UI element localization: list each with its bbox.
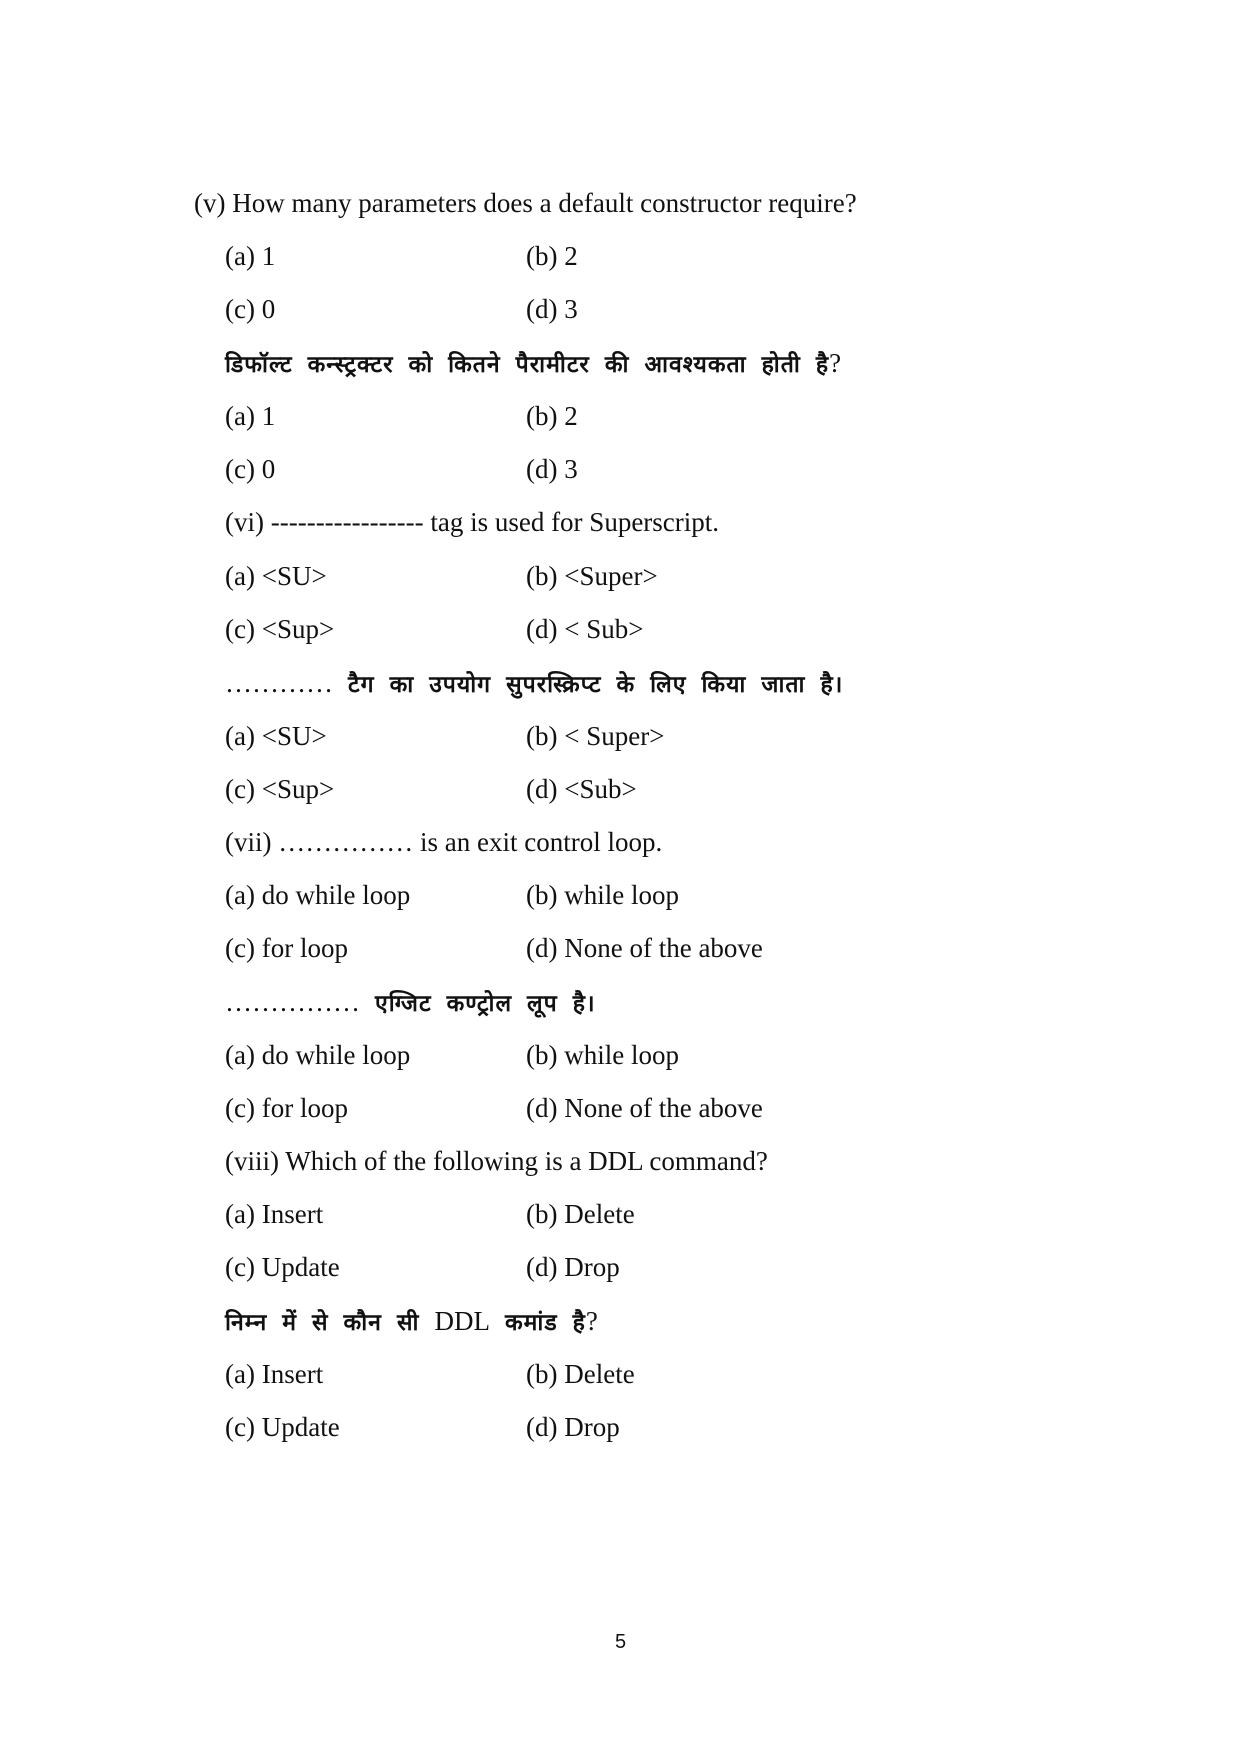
question-vi-hindi-body: टैग का उपयोग सुपरस्क्रिप्ट के लिए किया जाता है। (348, 672, 844, 698)
question-vii-hindi-option-b: (b) while loop (526, 1040, 679, 1070)
question-v-hindi-option-c: (c) 0 (225, 454, 276, 484)
question-vii-hindi-body: एग्जिट कण्ट्रोल लूप है। (375, 991, 596, 1017)
question-viii-option-b: (b) Delete (526, 1199, 635, 1229)
question-v-text: (v) How many parameters does a default constructor require? (194, 188, 857, 218)
question-v-hindi-option-b: (b) 2 (526, 401, 578, 431)
question-viii-hindi-suffix: ? (585, 1306, 598, 1336)
question-vi-option-a: (a) <SU> (225, 561, 327, 591)
question-v-hindi-body: डिफॉल्ट कन्स्ट्रक्टर को कितने पैरामीटर की आवश्यकता होती है (225, 352, 830, 378)
question-viii-hindi-option-d: (d) Drop (526, 1412, 620, 1442)
question-v-hindi-option-a: (a) 1 (225, 401, 276, 431)
question-vii-hindi-blank: …………… (225, 987, 360, 1017)
question-v-hindi-text (225, 346, 841, 382)
question-vi-hindi-blank: ………… (225, 668, 333, 698)
question-vii-option-b: (b) while loop (526, 880, 679, 910)
question-viii-option-a: (a) Insert (225, 1199, 324, 1229)
question-vii-option-c: (c) for loop (225, 933, 348, 963)
question-vi-text: (vi) ----------------- tag is used for Superscript. (225, 507, 720, 537)
question-viii-hindi-ddl: DDL (434, 1306, 490, 1336)
question-vi-hindi-text (225, 666, 843, 702)
question-vii-hindi-option-a: (a) do while loop (225, 1040, 411, 1070)
question-viii-hindi-body-end: कमांड है (505, 1310, 586, 1336)
question-vi-option-d: (d) < Sub> (526, 614, 644, 644)
question-viii-hindi-option-c: (c) Update (225, 1412, 340, 1442)
question-v-hindi-option-d: (d) 3 (526, 454, 578, 484)
page-number: 5 (614, 1631, 627, 1653)
question-vii-hindi-option-d: (d) None of the above (526, 1093, 763, 1123)
question-v-hindi-suffix: ? (829, 348, 842, 378)
question-v-option-c: (c) 0 (225, 294, 276, 324)
question-vi-hindi-option-d: (d) <Sub> (526, 774, 637, 804)
question-viii-option-c: (c) Update (225, 1252, 340, 1282)
question-vi-hindi-option-b: (b) < Super> (526, 721, 665, 751)
question-vii-text: (vii) …………… is an exit control loop. (225, 827, 663, 857)
question-v-option-d: (d) 3 (526, 294, 578, 324)
question-vii-option-a: (a) do while loop (225, 880, 411, 910)
question-v-option-b: (b) 2 (526, 241, 578, 271)
question-viii-hindi-option-a: (a) Insert (225, 1359, 324, 1389)
question-vi-option-c: (c) <Sup> (225, 614, 335, 644)
question-viii-hindi-option-b: (b) Delete (526, 1359, 635, 1389)
question-viii-option-d: (d) Drop (526, 1252, 620, 1282)
question-vi-hindi-option-a: (a) <SU> (225, 721, 327, 751)
question-viii-hindi-text (225, 1304, 598, 1340)
question-vii-hindi-option-c: (c) for loop (225, 1093, 348, 1123)
question-v-option-a: (a) 1 (225, 241, 276, 271)
question-viii-hindi-body-start: निम्न में से कौन सी (225, 1310, 420, 1336)
question-vii-hindi-text (225, 985, 596, 1021)
question-viii-text: (viii) Which of the following is a DDL command? (225, 1146, 768, 1176)
question-vii-option-d: (d) None of the above (526, 933, 763, 963)
question-vi-hindi-option-c: (c) <Sup> (225, 774, 335, 804)
question-vi-option-b: (b) <Super> (526, 561, 658, 591)
